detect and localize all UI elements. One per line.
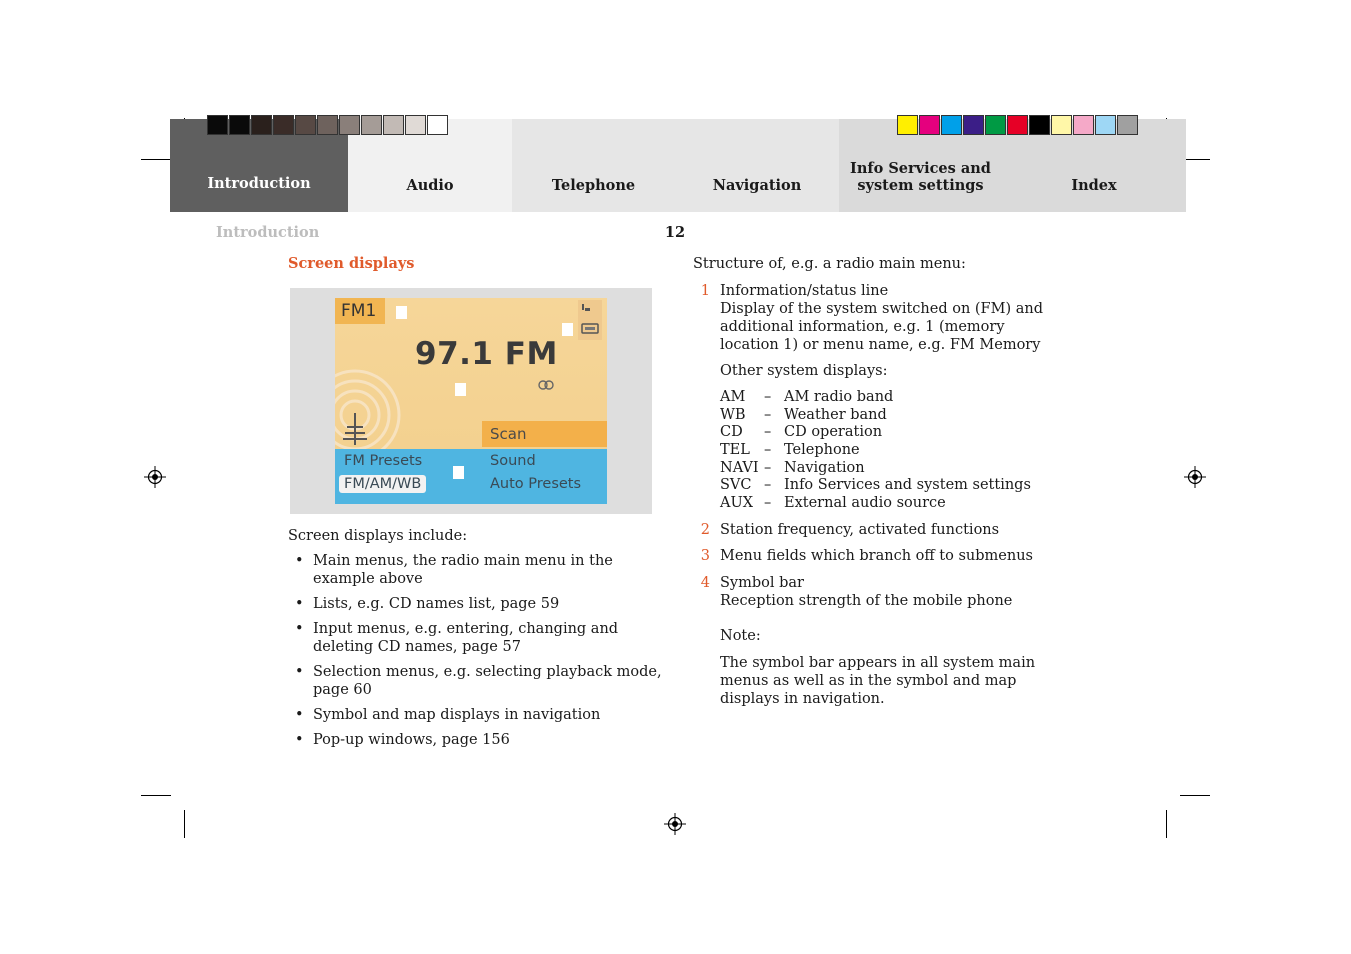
callout-marker-1 [396, 306, 407, 319]
item-number: 4 [700, 575, 710, 591]
note-label: Note: [720, 628, 761, 644]
color-swatch [1073, 115, 1094, 135]
callout-marker-4 [562, 323, 573, 336]
item-text: Display of the system switched on (FM) and additional information, e.g. 1 (memory location 1) or menu name, e.g. FM Memory [720, 301, 1043, 353]
registration-mark-icon [664, 813, 686, 835]
page-heading: Screen displays [288, 255, 415, 272]
crop-mark [141, 795, 171, 796]
bullet-icon: • [295, 707, 304, 723]
list-item [295, 663, 675, 699]
left-intro: Screen displays include: [288, 528, 468, 544]
screen-display-illustration [290, 288, 652, 514]
bullet-icon: • [295, 621, 304, 637]
system-abbr: TEL [720, 442, 750, 459]
registration-mark-icon [1184, 466, 1206, 488]
list-item [295, 595, 675, 613]
system-display-row [720, 494, 1040, 512]
system-abbr: CD [720, 424, 743, 441]
dash: – [764, 389, 772, 405]
color-swatch [229, 115, 250, 135]
bullet-text: Lists, e.g. CD names list, page 59 [313, 596, 560, 612]
bullet-icon: • [295, 596, 304, 612]
system-abbr: WB [720, 406, 746, 423]
dash: – [764, 459, 772, 476]
color-swatch [339, 115, 360, 135]
system-display-row [720, 459, 1040, 477]
status-line: FM1 [335, 298, 385, 324]
station-frequency: 97.1 FM [415, 336, 558, 372]
tab-telephone[interactable] [512, 119, 675, 212]
system-abbr: AM [720, 389, 746, 405]
callout-marker-2 [455, 383, 466, 396]
color-swatch [1051, 115, 1072, 135]
right-intro: Structure of, e.g. a radio main menu: [693, 256, 966, 272]
crop-mark [141, 159, 171, 160]
tab-label: Audio [406, 177, 454, 194]
system-desc: Info Services and system settings [784, 477, 1031, 494]
bullet-text: Input menus, e.g. entering, changing and deleting CD names, page 57 [313, 621, 619, 655]
antenna-graphic-icon [335, 353, 415, 453]
color-swatch [941, 115, 962, 135]
color-swatch-strip-left [207, 115, 449, 135]
tab-label: Navigation [712, 177, 802, 194]
system-display-row [720, 388, 1040, 406]
stereo-icon [538, 379, 554, 391]
tab-label: Introduction [207, 175, 311, 192]
dash: – [764, 477, 772, 494]
menu-auto-presets: Auto Presets [490, 476, 582, 492]
color-swatch [897, 115, 918, 135]
note-text: The symbol bar appears in all system main menus as well as in the symbol and map displays in navigation. [720, 655, 1036, 707]
color-swatch [251, 115, 272, 135]
system-display-row [720, 441, 1040, 459]
system-display-row [720, 423, 1040, 441]
tab-navigation[interactable] [675, 119, 839, 212]
system-displays-list [720, 388, 1040, 512]
color-swatch [207, 115, 228, 135]
color-swatch [273, 115, 294, 135]
tab-label: Info Services and system settings [850, 160, 991, 194]
system-desc: External audio source [784, 495, 946, 512]
item-text: Menu fields which branch off to submenus [720, 548, 1033, 564]
system-abbr: NAVI [720, 459, 759, 476]
list-item-4 [696, 574, 1056, 610]
bullet-icon: • [295, 732, 304, 748]
menu-area [335, 449, 607, 504]
color-swatch [405, 115, 426, 135]
item-text: Station frequency, activated functions [720, 522, 1000, 538]
list-item-1 [696, 282, 1056, 354]
page-number: 12 [664, 224, 686, 241]
system-abbr: SVC [720, 477, 752, 494]
menu-fm-am-wb: FM/AM/WB [339, 475, 426, 493]
color-swatch [1095, 115, 1116, 135]
system-display-row [720, 476, 1040, 494]
bullet-list [295, 552, 675, 756]
dash: – [764, 424, 772, 441]
registration-mark-icon [144, 466, 166, 488]
list-item [295, 552, 675, 588]
symbol-bar [578, 300, 602, 340]
system-abbr: AUX [720, 495, 754, 512]
color-swatch [427, 115, 448, 135]
color-swatch [1007, 115, 1028, 135]
item-number: 1 [700, 283, 710, 299]
system-desc: Weather band [784, 406, 887, 423]
color-swatch [1117, 115, 1138, 135]
other-displays-label: Other system displays: [720, 363, 888, 379]
system-desc: Navigation [784, 459, 865, 476]
dash: – [764, 442, 772, 459]
list-item [295, 731, 675, 749]
tab-label: Index [1071, 177, 1117, 194]
bullet-icon: • [295, 664, 304, 680]
system-desc: CD operation [784, 424, 883, 441]
bullet-text: Symbol and map displays in navigation [313, 707, 601, 723]
color-swatch [361, 115, 382, 135]
menu-scan: Scan [482, 421, 607, 447]
system-display-row [720, 406, 1040, 424]
color-swatch [295, 115, 316, 135]
item-title: Information/status line [720, 283, 889, 299]
color-swatch-strip-right [897, 115, 1139, 135]
list-item-2 [696, 521, 1056, 539]
signal-icon [578, 300, 602, 340]
menu-sound: Sound [490, 453, 536, 469]
system-desc: Telephone [784, 442, 860, 459]
crop-mark [184, 810, 185, 838]
list-item-3 [696, 547, 1056, 565]
item-number: 2 [700, 522, 710, 538]
item-text: Reception strength of the mobile phone [720, 593, 1013, 609]
menu-fm-presets: FM Presets [344, 453, 423, 469]
color-swatch [1029, 115, 1050, 135]
callout-marker-3 [453, 466, 464, 479]
item-title: Symbol bar [720, 575, 804, 591]
color-swatch [383, 115, 404, 135]
crop-mark [1166, 810, 1167, 838]
section-label: Introduction [216, 224, 320, 241]
tab-label: Telephone [551, 177, 636, 194]
list-item [295, 620, 675, 656]
bullet-icon: • [295, 553, 304, 569]
color-swatch [919, 115, 940, 135]
dash: – [764, 406, 772, 423]
bullet-text: Selection menus, e.g. selecting playback mode, page 60 [313, 664, 662, 698]
color-swatch [963, 115, 984, 135]
item-number: 3 [700, 548, 710, 564]
list-item [295, 706, 675, 724]
dash: – [764, 495, 772, 512]
system-desc: AM radio band [784, 389, 894, 405]
color-swatch [985, 115, 1006, 135]
crop-mark [1180, 795, 1210, 796]
color-swatch [317, 115, 338, 135]
bullet-text: Pop-up windows, page 156 [313, 732, 510, 748]
bullet-text: Main menus, the radio main menu in the example above [313, 553, 613, 587]
